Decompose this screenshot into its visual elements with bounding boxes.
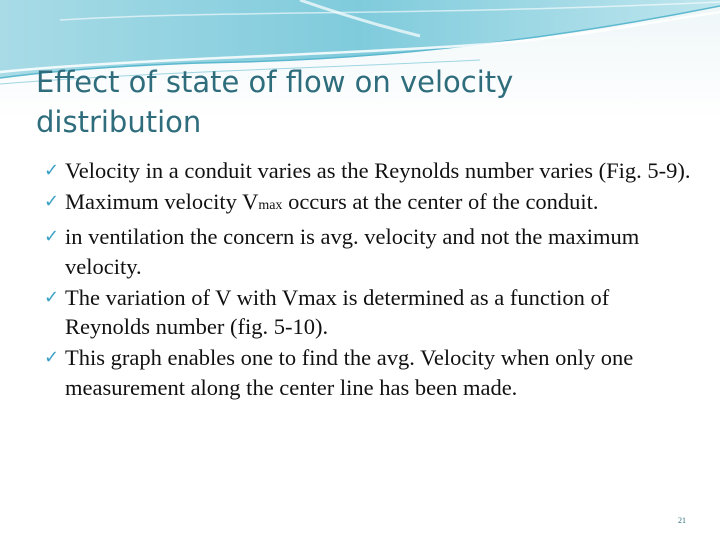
checkmark-icon: ✓ — [44, 347, 60, 369]
bullet-text: The variation of V with Vmax is determined as a function of Reynolds number (fig. 5-10). — [65, 284, 610, 340]
bullet-list — [44, 156, 694, 404]
checkmark-icon: ✓ — [44, 225, 60, 247]
checkmark-icon: ✓ — [44, 190, 60, 212]
bullet-item — [44, 343, 694, 402]
bullet-text — [65, 189, 599, 214]
bullet-text: Velocity in a conduit varies as the Reynolds number varies (Fig. 5-9). — [65, 158, 691, 183]
checkmark-icon: ✓ — [44, 286, 60, 308]
bullet-item — [44, 283, 694, 342]
page-number: 21 — [678, 516, 686, 525]
bullet-text: in ventilation the concern is avg. velocity and not the maximum velocity. — [65, 223, 640, 279]
bullet-item — [44, 156, 694, 186]
bullet-text-part: Maximum velocity V — [65, 188, 259, 214]
bullet-text: This graph enables one to find the avg. Velocity when only one measurement along the center line has been made. — [65, 345, 634, 400]
bullet-text-part: occurs at the center of the conduit. — [282, 188, 599, 214]
bullet-item — [44, 222, 694, 281]
bullet-item — [44, 187, 694, 221]
subscript-max: max — [258, 197, 283, 213]
checkmark-icon: ✓ — [44, 160, 60, 181]
slide-title: Effect of state of flow on velocity distribution — [36, 65, 514, 139]
